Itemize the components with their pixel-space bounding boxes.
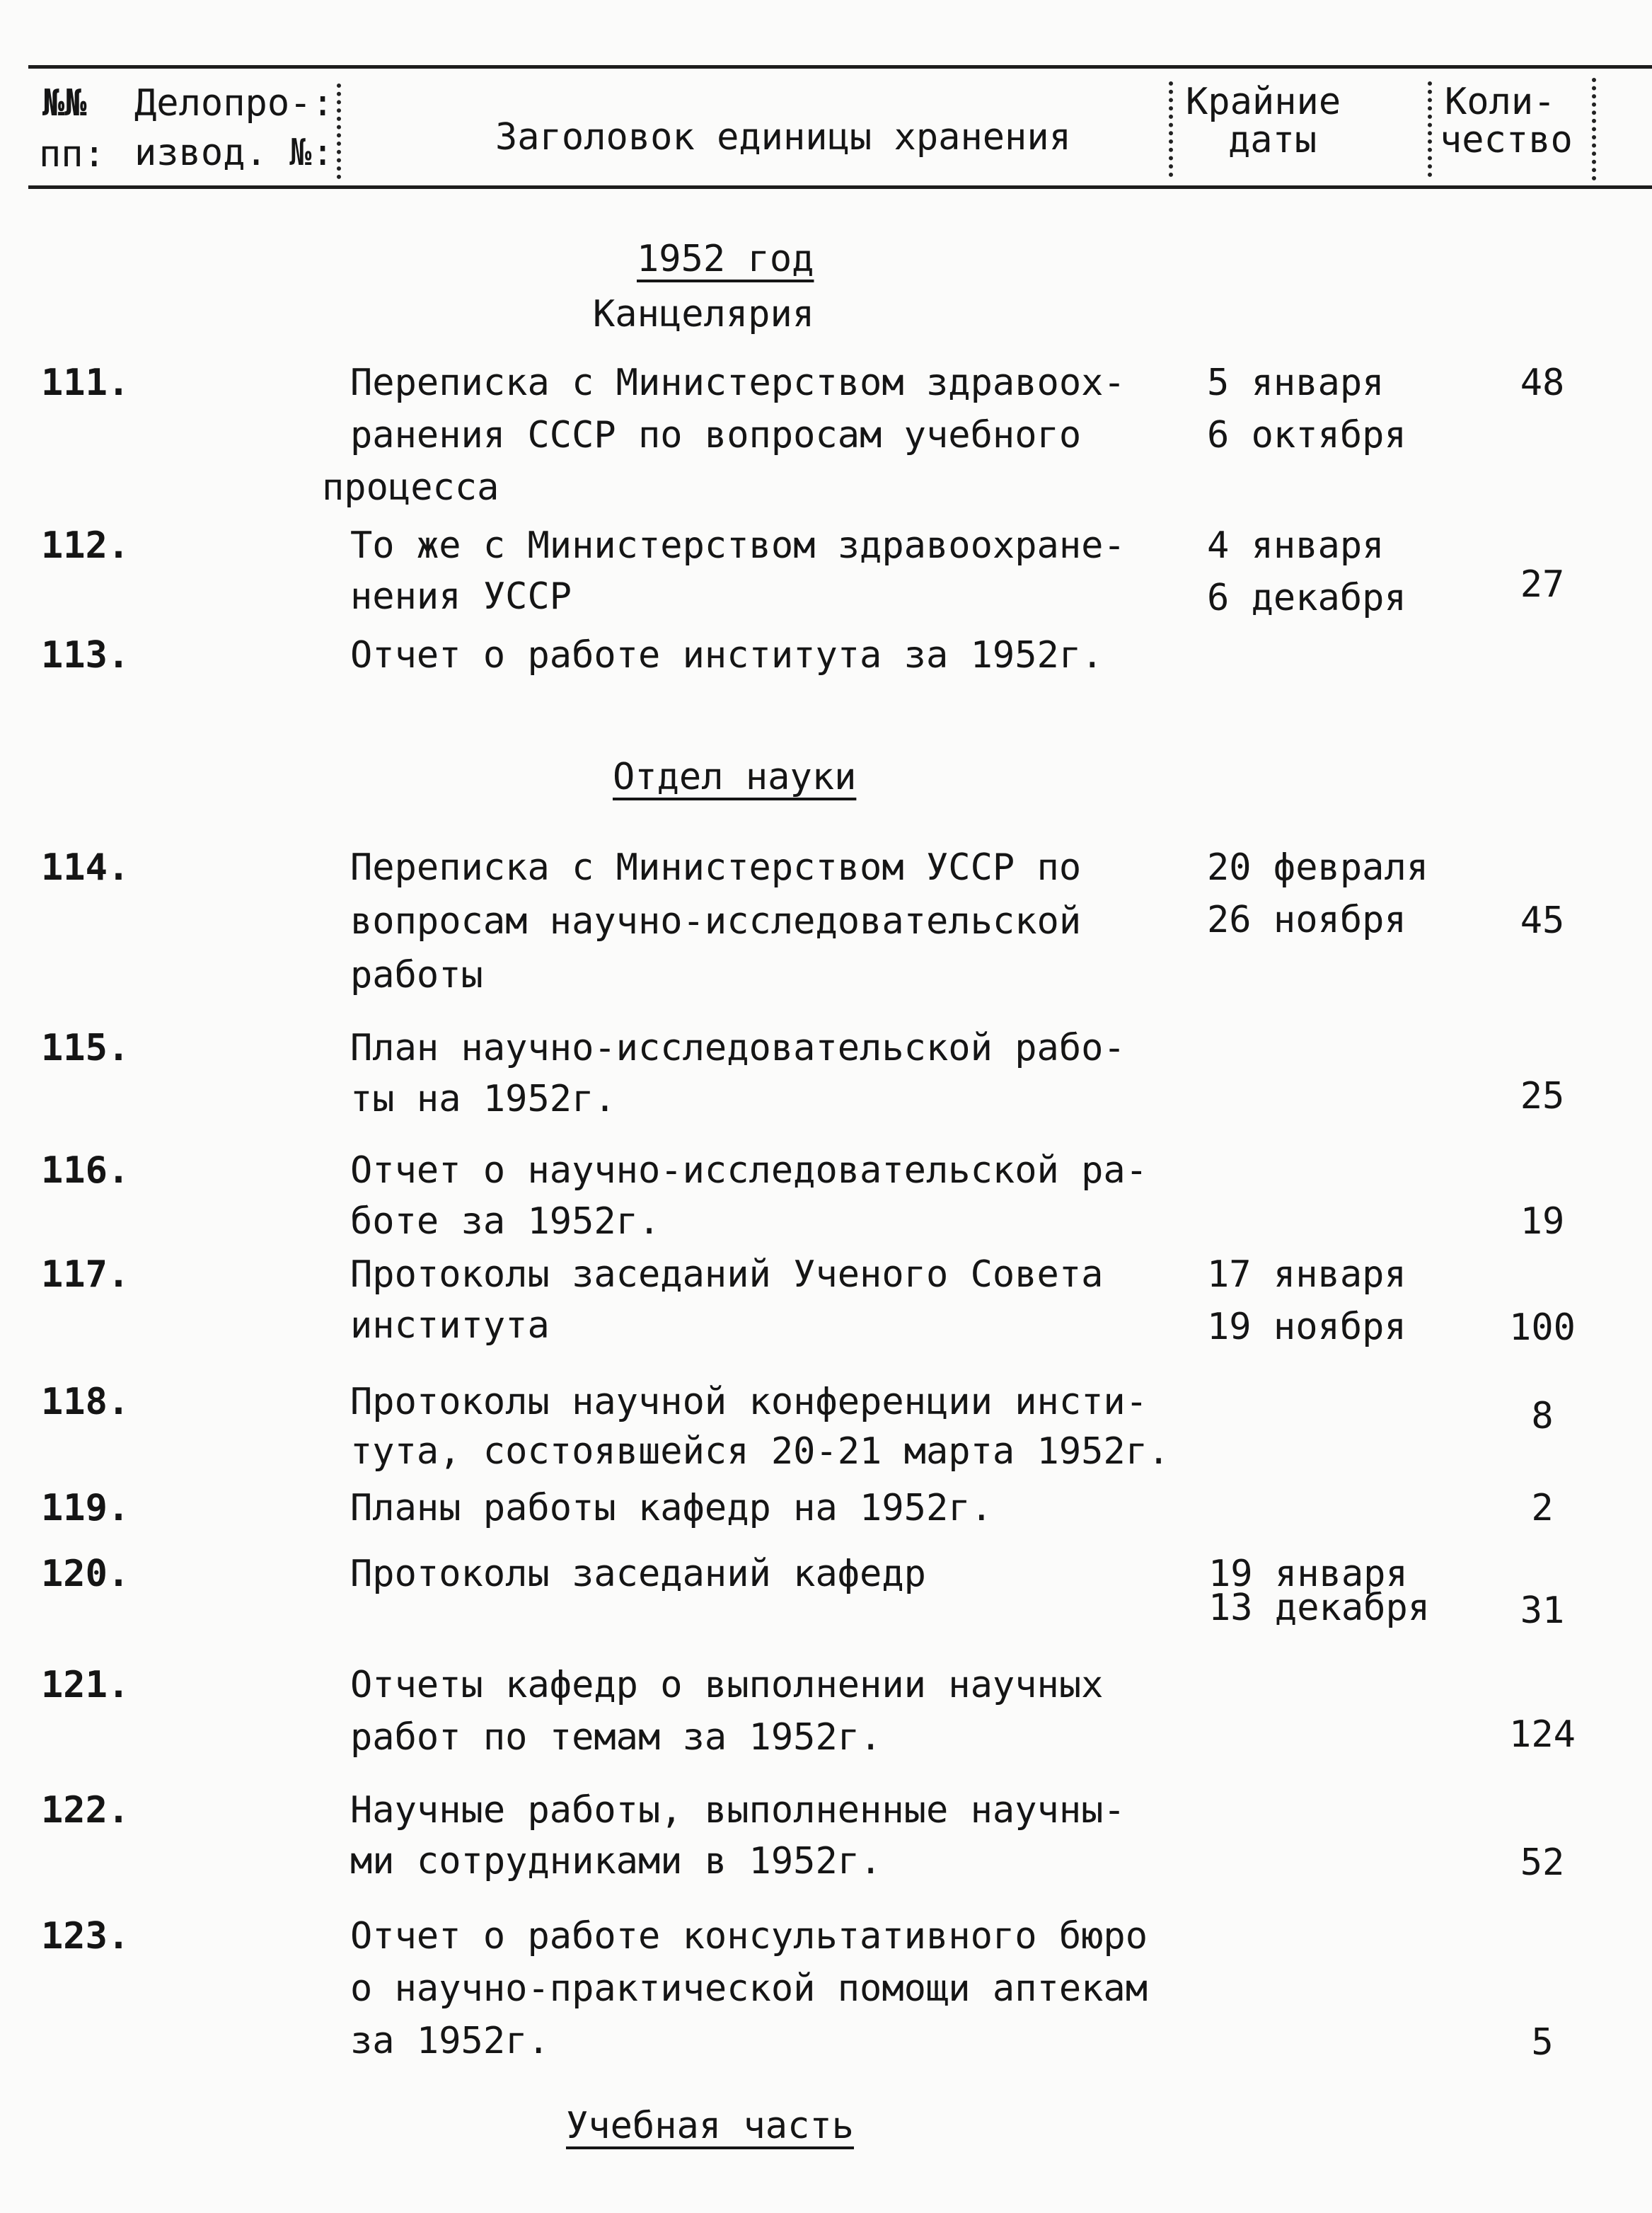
- row-title-line: тута, состоявшейся 20-21 марта 1952г.: [350, 1430, 1170, 1473]
- row-number: 120.: [41, 1553, 130, 1595]
- row-number: 121.: [41, 1664, 130, 1706]
- row-number: 122.: [41, 1789, 130, 1832]
- row-number: 113.: [41, 634, 130, 677]
- header-separator: [337, 84, 341, 179]
- row-number: 118.: [41, 1381, 130, 1423]
- row-title-line: Планы работы кафедр на 1952г.: [350, 1487, 993, 1529]
- row-title-line: Переписка с Министерством УССР по: [350, 846, 1082, 889]
- row-date: 4 января: [1207, 524, 1385, 567]
- header-col-count-2: чество: [1440, 119, 1573, 161]
- row-number: 112.: [41, 524, 130, 567]
- row-date: 19 января: [1208, 1553, 1408, 1595]
- header-col-count-1: Коли-: [1445, 81, 1556, 123]
- row-number: 115.: [41, 1027, 130, 1069]
- section-heading-education: Учебная часть: [566, 2105, 854, 2147]
- row-title-line: Отчет о работе консультативного бюро: [350, 1915, 1148, 1958]
- header-col-dates-1: Крайние: [1186, 81, 1341, 123]
- row-count: 100: [1509, 1306, 1576, 1349]
- header-col-number-2: пп:: [39, 133, 105, 176]
- row-count: 27: [1520, 563, 1565, 606]
- row-title-line: То же с Министерством здравоохране-: [350, 524, 1126, 567]
- row-title-line: Научные работы, выполненные научны-: [350, 1789, 1126, 1832]
- row-title-line: Отчеты кафедр о выполнении научных: [350, 1664, 1104, 1706]
- row-date: 26 ноября: [1207, 899, 1406, 941]
- header-bottom-rule: [28, 185, 1652, 189]
- row-date: 17 января: [1207, 1253, 1406, 1296]
- row-count: 5: [1531, 2021, 1554, 2064]
- row-count: 31: [1520, 1590, 1565, 1632]
- row-count: 45: [1520, 899, 1565, 942]
- row-title-line: работ по темам за 1952г.: [350, 1716, 882, 1759]
- row-number: 111.: [41, 362, 130, 404]
- row-count: 2: [1531, 1487, 1554, 1529]
- row-title-line: боте за 1952г.: [350, 1200, 661, 1243]
- header-col-dates-2: даты: [1228, 119, 1317, 161]
- row-count: 25: [1520, 1075, 1565, 1117]
- row-count: 124: [1509, 1713, 1576, 1756]
- row-title-line: института: [350, 1304, 550, 1347]
- row-title-line: Переписка с Министерством здравоох-: [350, 362, 1126, 404]
- header-col-number-1: №№: [42, 82, 87, 125]
- row-count: 48: [1520, 362, 1565, 404]
- row-title-line: Отчет о научно-исследовательской ра-: [350, 1149, 1148, 1192]
- row-number: 114.: [41, 846, 130, 889]
- row-number: 119.: [41, 1487, 130, 1529]
- row-count: 52: [1520, 1841, 1565, 1884]
- header-col-title: Заголовок единицы хранения: [495, 116, 1071, 159]
- section-heading-science: Отдел науки: [613, 756, 857, 798]
- row-title-line: ранения СССР по вопросам учебного: [350, 414, 1082, 456]
- row-date: 20 февраля: [1207, 846, 1429, 889]
- row-number: 117.: [41, 1253, 130, 1296]
- section-heading-chancellery: Канцелярия: [593, 293, 815, 335]
- header-separator: [1169, 81, 1173, 177]
- row-date: 19 ноября: [1207, 1306, 1406, 1348]
- row-title-line: о научно-практической помощи аптекам: [350, 1967, 1148, 2010]
- header-col-office-1: Делопро-:: [134, 82, 334, 125]
- row-count: 8: [1531, 1395, 1554, 1437]
- row-title-line: нения УССР: [350, 575, 572, 618]
- year-heading: 1952 год: [637, 238, 814, 280]
- row-title-line: за 1952г.: [350, 2020, 550, 2062]
- row-date: 13 декабря: [1208, 1587, 1431, 1629]
- row-number: 116.: [41, 1149, 130, 1192]
- header-separator: [1428, 81, 1432, 177]
- row-title-line: ми сотрудниками в 1952г.: [350, 1840, 882, 1883]
- row-title-line: процесса: [322, 466, 499, 509]
- header-top-rule: [28, 65, 1652, 69]
- row-date: 6 декабря: [1207, 577, 1406, 619]
- row-date: 6 октября: [1207, 414, 1406, 456]
- row-title-line: Отчет о работе института за 1952г.: [350, 634, 1104, 677]
- row-title-line: План научно-исследовательской рабо-: [350, 1027, 1126, 1069]
- row-title-line: Протоколы научной конференции инсти-: [350, 1381, 1148, 1423]
- row-count: 19: [1520, 1200, 1565, 1243]
- row-date: 5 января: [1207, 362, 1385, 404]
- row-title-line: вопросам научно-исследовательской: [350, 900, 1082, 943]
- header-col-office-2: извод. №:: [134, 132, 334, 174]
- row-title-line: работы: [350, 954, 483, 996]
- header-separator: [1592, 78, 1596, 180]
- row-title-line: ты на 1952г.: [350, 1078, 616, 1120]
- row-number: 123.: [41, 1915, 130, 1958]
- row-title-line: Протоколы заседаний Ученого Совета: [350, 1253, 1104, 1296]
- row-title-line: Протоколы заседаний кафедр: [350, 1553, 926, 1595]
